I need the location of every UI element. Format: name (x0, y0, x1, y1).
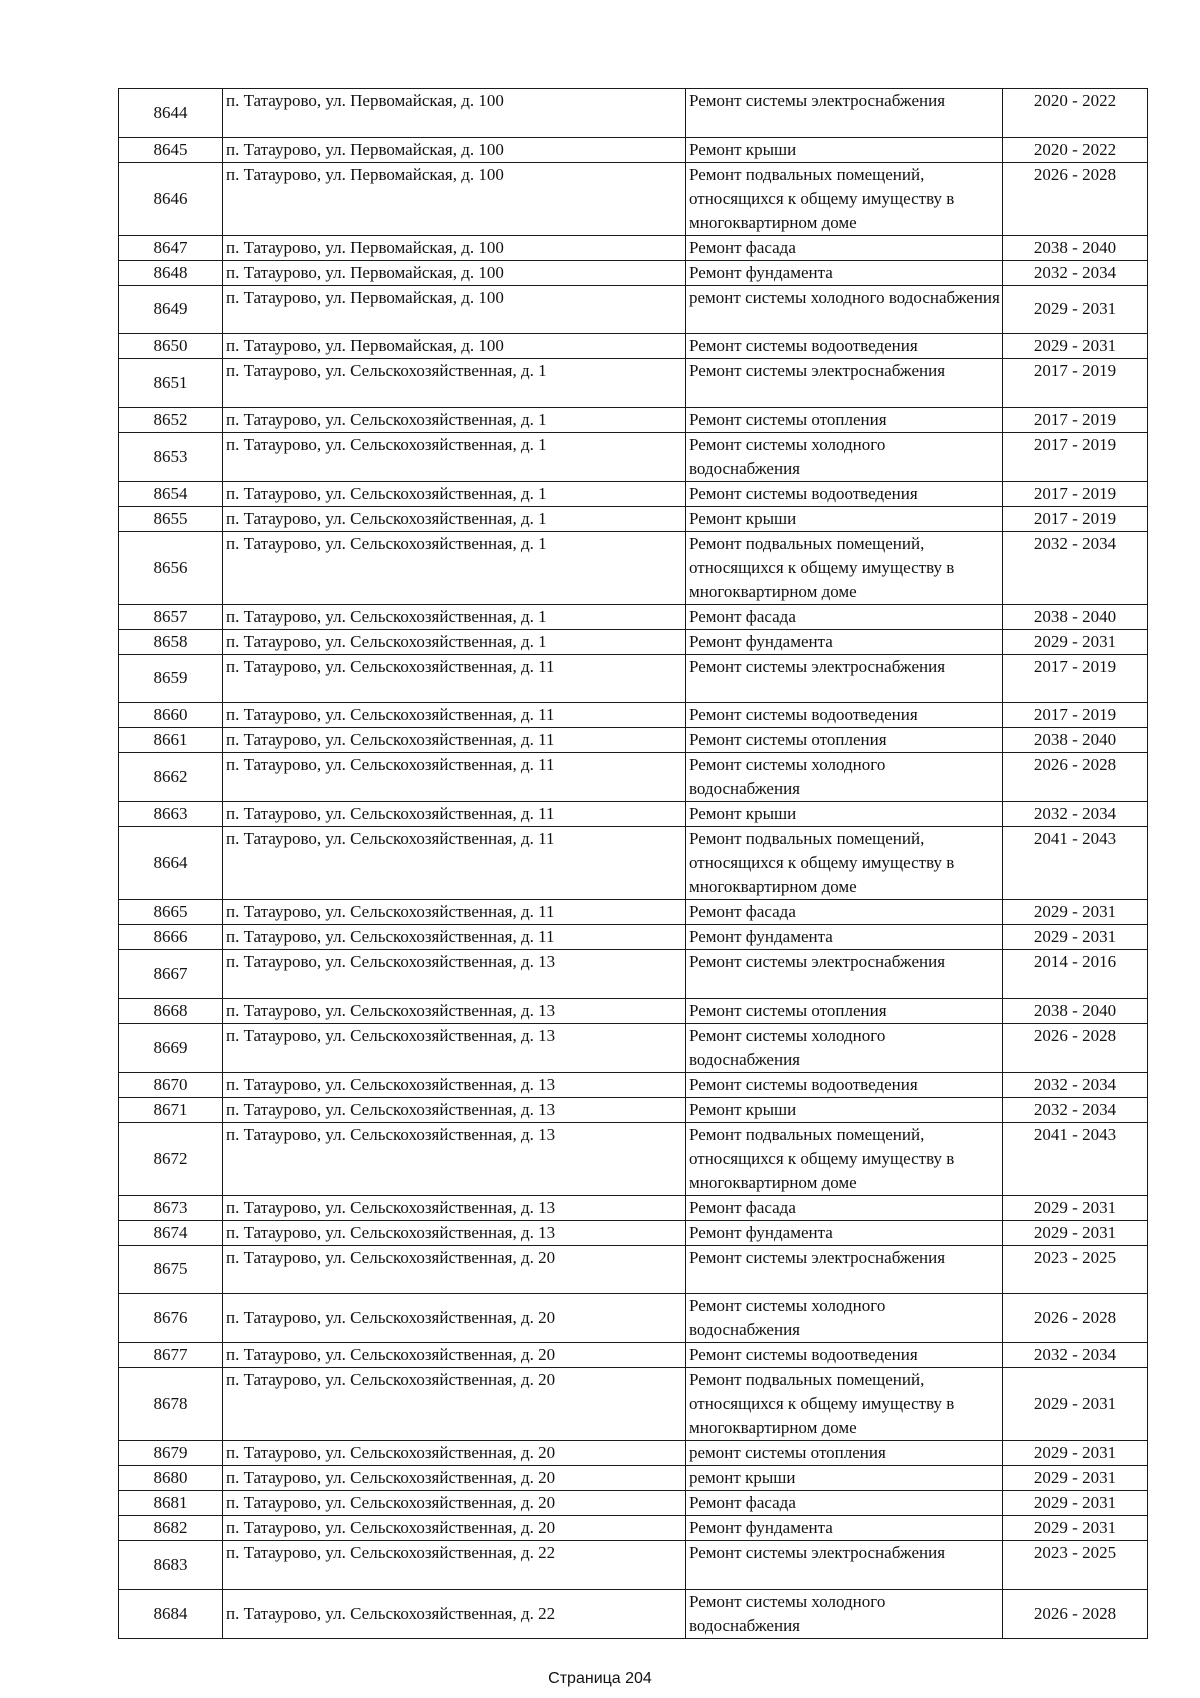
period-cell: 2020 - 2022 (1003, 89, 1148, 138)
row-number: 8678 (119, 1368, 223, 1441)
table-row (119, 1023, 1148, 1072)
work-type-cell: Ремонт системы водоотведения (686, 334, 1003, 359)
period-cell: 2029 - 2031 (1003, 1516, 1148, 1541)
period-cell: 2017 - 2019 (1003, 703, 1148, 728)
address-cell: п. Татаурово, ул. Сельскохозяйственная, д. 1 (223, 531, 686, 604)
period-cell: 2026 - 2028 (1003, 1589, 1148, 1638)
table-row (119, 1195, 1148, 1220)
work-type-cell: Ремонт подвальных помещений, относящихся к общему имуществу в многоквартирном доме (686, 1368, 1003, 1441)
period-cell: 2032 - 2034 (1003, 1072, 1148, 1097)
work-type-cell: Ремонт системы водоотведения (686, 1072, 1003, 1097)
address-cell: п. Татаурово, ул. Сельскохозяйственная, д. 20 (223, 1466, 686, 1491)
period-cell: 2026 - 2028 (1003, 753, 1148, 802)
row-number: 8656 (119, 531, 223, 604)
address-cell: п. Татаурово, ул. Сельскохозяйственная, д. 13 (223, 950, 686, 999)
row-number: 8667 (119, 950, 223, 999)
row-number: 8654 (119, 481, 223, 506)
row-number: 8680 (119, 1466, 223, 1491)
row-number: 8672 (119, 1122, 223, 1195)
table-row (119, 1220, 1148, 1245)
period-cell: 2029 - 2031 (1003, 1195, 1148, 1220)
period-cell: 2023 - 2025 (1003, 1245, 1148, 1294)
work-type-cell: Ремонт системы отопления (686, 998, 1003, 1023)
address-cell: п. Татаурово, ул. Сельскохозяйственная, д. 11 (223, 654, 686, 703)
address-cell: п. Татаурово, ул. Первомайская, д. 100 (223, 235, 686, 260)
work-type-cell: Ремонт фундамента (686, 1516, 1003, 1541)
row-number: 8679 (119, 1441, 223, 1466)
row-number: 8661 (119, 728, 223, 753)
table-row (119, 998, 1148, 1023)
row-number: 8651 (119, 359, 223, 408)
address-cell: п. Татаурово, ул. Первомайская, д. 100 (223, 162, 686, 235)
address-cell: п. Татаурово, ул. Сельскохозяйственная, д. 13 (223, 1122, 686, 1195)
address-cell: п. Татаурово, ул. Сельскохозяйственная, д. 13 (223, 1023, 686, 1072)
address-cell: п. Татаурово, ул. Сельскохозяйственная, д. 13 (223, 1097, 686, 1122)
row-number: 8652 (119, 407, 223, 432)
table-row (119, 359, 1148, 408)
row-number: 8645 (119, 137, 223, 162)
work-type-cell: Ремонт фундамента (686, 629, 1003, 654)
address-cell: п. Татаурово, ул. Сельскохозяйственная, д. 11 (223, 802, 686, 827)
period-cell: 2020 - 2022 (1003, 137, 1148, 162)
row-number: 8681 (119, 1491, 223, 1516)
work-type-cell: Ремонт системы холодного водоснабжения (686, 1294, 1003, 1343)
row-number: 8650 (119, 334, 223, 359)
address-cell: п. Татаурово, ул. Сельскохозяйственная, д. 11 (223, 925, 686, 950)
period-cell: 2041 - 2043 (1003, 1122, 1148, 1195)
period-cell: 2029 - 2031 (1003, 285, 1148, 334)
address-cell: п. Татаурово, ул. Сельскохозяйственная, д. 13 (223, 998, 686, 1023)
address-cell: п. Татаурово, ул. Первомайская, д. 100 (223, 89, 686, 138)
table-row (119, 728, 1148, 753)
table-row (119, 703, 1148, 728)
period-cell: 2017 - 2019 (1003, 432, 1148, 481)
period-cell: 2017 - 2019 (1003, 407, 1148, 432)
table-row (119, 1466, 1148, 1491)
period-cell: 2032 - 2034 (1003, 1343, 1148, 1368)
table-row (119, 285, 1148, 334)
table-body (119, 89, 1148, 1639)
address-cell: п. Татаурово, ул. Первомайская, д. 100 (223, 137, 686, 162)
row-number: 8684 (119, 1589, 223, 1638)
address-cell: п. Татаурово, ул. Сельскохозяйственная, д. 1 (223, 481, 686, 506)
row-number: 8659 (119, 654, 223, 703)
table-row (119, 827, 1148, 900)
period-cell: 2029 - 2031 (1003, 1441, 1148, 1466)
table-row (119, 481, 1148, 506)
table-row (119, 1541, 1148, 1590)
table-row (119, 162, 1148, 235)
table-row (119, 1368, 1148, 1441)
table-row (119, 1122, 1148, 1195)
period-cell: 2029 - 2031 (1003, 1368, 1148, 1441)
period-cell: 2023 - 2025 (1003, 1541, 1148, 1590)
address-cell: п. Татаурово, ул. Сельскохозяйственная, д. 1 (223, 359, 686, 408)
work-type-cell: Ремонт системы отопления (686, 728, 1003, 753)
period-cell: 2038 - 2040 (1003, 604, 1148, 629)
table-row (119, 1516, 1148, 1541)
work-type-cell: Ремонт подвальных помещений, относящихся к общему имуществу в многоквартирном доме (686, 531, 1003, 604)
table-row (119, 1441, 1148, 1466)
row-number: 8665 (119, 900, 223, 925)
work-type-cell: Ремонт фасада (686, 1195, 1003, 1220)
work-type-cell: Ремонт системы водоотведения (686, 481, 1003, 506)
row-number: 8663 (119, 802, 223, 827)
row-number: 8683 (119, 1541, 223, 1590)
table-row (119, 531, 1148, 604)
period-cell: 2029 - 2031 (1003, 1220, 1148, 1245)
address-cell: п. Татаурово, ул. Сельскохозяйственная, д. 13 (223, 1072, 686, 1097)
work-type-cell: Ремонт фасада (686, 1491, 1003, 1516)
address-cell: п. Татаурово, ул. Сельскохозяйственная, д. 1 (223, 506, 686, 531)
period-cell: 2032 - 2034 (1003, 802, 1148, 827)
table-row (119, 432, 1148, 481)
work-type-cell: Ремонт системы водоотведения (686, 703, 1003, 728)
period-cell: 2014 - 2016 (1003, 950, 1148, 999)
row-number: 8671 (119, 1097, 223, 1122)
period-cell: 2029 - 2031 (1003, 334, 1148, 359)
address-cell: п. Татаурово, ул. Сельскохозяйственная, д. 20 (223, 1294, 686, 1343)
address-cell: п. Татаурово, ул. Сельскохозяйственная, д. 1 (223, 432, 686, 481)
address-cell: п. Татаурово, ул. Сельскохозяйственная, д. 20 (223, 1368, 686, 1441)
page-number: Страница 204 (548, 1670, 652, 1687)
work-type-cell: Ремонт системы отопления (686, 407, 1003, 432)
period-cell: 2029 - 2031 (1003, 1491, 1148, 1516)
table-row (119, 137, 1148, 162)
work-type-cell: Ремонт системы электроснабжения (686, 950, 1003, 999)
work-type-cell: Ремонт фасада (686, 604, 1003, 629)
period-cell: 2017 - 2019 (1003, 359, 1148, 408)
row-number: 8655 (119, 506, 223, 531)
address-cell: п. Татаурово, ул. Сельскохозяйственная, д. 1 (223, 629, 686, 654)
table-row (119, 950, 1148, 999)
work-type-cell: ремонт крыши (686, 1466, 1003, 1491)
period-cell: 2017 - 2019 (1003, 506, 1148, 531)
address-cell: п. Татаурово, ул. Сельскохозяйственная, д. 1 (223, 604, 686, 629)
work-type-cell: Ремонт системы водоотведения (686, 1343, 1003, 1368)
period-cell: 2026 - 2028 (1003, 1294, 1148, 1343)
row-number: 8644 (119, 89, 223, 138)
work-type-cell: Ремонт фундамента (686, 260, 1003, 285)
period-cell: 2017 - 2019 (1003, 481, 1148, 506)
table-row (119, 1343, 1148, 1368)
address-cell: п. Татаурово, ул. Сельскохозяйственная, д. 20 (223, 1245, 686, 1294)
table-row (119, 753, 1148, 802)
work-type-cell: Ремонт подвальных помещений, относящихся к общему имуществу в многоквартирном доме (686, 1122, 1003, 1195)
table-row (119, 604, 1148, 629)
period-cell: 2032 - 2034 (1003, 531, 1148, 604)
table-row (119, 1097, 1148, 1122)
address-cell: п. Татаурово, ул. Сельскохозяйственная, д. 20 (223, 1516, 686, 1541)
table-row (119, 1294, 1148, 1343)
table-row (119, 1589, 1148, 1638)
address-cell: п. Татаурово, ул. Сельскохозяйственная, д. 22 (223, 1589, 686, 1638)
row-number: 8660 (119, 703, 223, 728)
row-number: 8657 (119, 604, 223, 629)
period-cell: 2038 - 2040 (1003, 998, 1148, 1023)
row-number: 8682 (119, 1516, 223, 1541)
work-type-cell: Ремонт системы холодного водоснабжения (686, 753, 1003, 802)
work-type-cell: Ремонт системы электроснабжения (686, 359, 1003, 408)
address-cell: п. Татаурово, ул. Сельскохозяйственная, д. 11 (223, 753, 686, 802)
row-number: 8649 (119, 285, 223, 334)
work-type-cell: Ремонт фундамента (686, 1220, 1003, 1245)
row-number: 8658 (119, 629, 223, 654)
table-row (119, 629, 1148, 654)
row-number: 8669 (119, 1023, 223, 1072)
address-cell: п. Татаурово, ул. Сельскохозяйственная, д. 22 (223, 1541, 686, 1590)
work-type-cell: Ремонт системы холодного водоснабжения (686, 1023, 1003, 1072)
work-type-cell: Ремонт системы холодного водоснабжения (686, 1589, 1003, 1638)
period-cell: 2029 - 2031 (1003, 629, 1148, 654)
work-type-cell: Ремонт системы холодного водоснабжения (686, 432, 1003, 481)
table-row (119, 900, 1148, 925)
work-type-cell: Ремонт крыши (686, 137, 1003, 162)
row-number: 8664 (119, 827, 223, 900)
table-row (119, 925, 1148, 950)
period-cell: 2017 - 2019 (1003, 654, 1148, 703)
table-row (119, 506, 1148, 531)
work-type-cell: Ремонт системы электроснабжения (686, 89, 1003, 138)
row-number: 8674 (119, 1220, 223, 1245)
address-cell: п. Татаурово, ул. Сельскохозяйственная, д. 20 (223, 1441, 686, 1466)
period-cell: 2038 - 2040 (1003, 235, 1148, 260)
table-row (119, 1072, 1148, 1097)
address-cell: п. Татаурово, ул. Сельскохозяйственная, д. 20 (223, 1491, 686, 1516)
address-cell: п. Татаурово, ул. Первомайская, д. 100 (223, 285, 686, 334)
work-type-cell: Ремонт фасада (686, 235, 1003, 260)
capital-repair-table (118, 88, 1148, 1639)
row-number: 8646 (119, 162, 223, 235)
table-row (119, 1491, 1148, 1516)
period-cell: 2038 - 2040 (1003, 728, 1148, 753)
row-number: 8677 (119, 1343, 223, 1368)
table-row (119, 235, 1148, 260)
table-row (119, 802, 1148, 827)
work-type-cell: ремонт системы холодного водоснабжения (686, 285, 1003, 334)
row-number: 8676 (119, 1294, 223, 1343)
address-cell: п. Татаурово, ул. Сельскохозяйственная, д. 20 (223, 1343, 686, 1368)
row-number: 8673 (119, 1195, 223, 1220)
address-cell: п. Татаурово, ул. Сельскохозяйственная, д. 11 (223, 900, 686, 925)
row-number: 8662 (119, 753, 223, 802)
row-number: 8675 (119, 1245, 223, 1294)
address-cell: п. Татаурово, ул. Сельскохозяйственная, д. 11 (223, 728, 686, 753)
work-type-cell: Ремонт системы электроснабжения (686, 1541, 1003, 1590)
table-row (119, 407, 1148, 432)
work-type-cell: Ремонт крыши (686, 506, 1003, 531)
work-type-cell: Ремонт системы электроснабжения (686, 654, 1003, 703)
work-type-cell: ремонт системы отопления (686, 1441, 1003, 1466)
period-cell: 2032 - 2034 (1003, 260, 1148, 285)
row-number: 8670 (119, 1072, 223, 1097)
address-cell: п. Татаурово, ул. Сельскохозяйственная, д. 13 (223, 1220, 686, 1245)
table-row (119, 334, 1148, 359)
address-cell: п. Татаурово, ул. Первомайская, д. 100 (223, 334, 686, 359)
table-row (119, 1245, 1148, 1294)
work-type-cell: Ремонт крыши (686, 802, 1003, 827)
work-type-cell: Ремонт крыши (686, 1097, 1003, 1122)
period-cell: 2029 - 2031 (1003, 925, 1148, 950)
address-cell: п. Татаурово, ул. Сельскохозяйственная, д. 11 (223, 827, 686, 900)
address-cell: п. Татаурово, ул. Сельскохозяйственная, д. 11 (223, 703, 686, 728)
work-type-cell: Ремонт подвальных помещений, относящихся к общему имуществу в многоквартирном доме (686, 827, 1003, 900)
row-number: 8668 (119, 998, 223, 1023)
period-cell: 2026 - 2028 (1003, 162, 1148, 235)
table-row (119, 654, 1148, 703)
work-type-cell: Ремонт фундамента (686, 925, 1003, 950)
table-row (119, 260, 1148, 285)
work-type-cell: Ремонт фасада (686, 900, 1003, 925)
period-cell: 2041 - 2043 (1003, 827, 1148, 900)
work-type-cell: Ремонт подвальных помещений, относящихся к общему имуществу в многоквартирном доме (686, 162, 1003, 235)
table-row (119, 89, 1148, 138)
period-cell: 2029 - 2031 (1003, 1466, 1148, 1491)
period-cell: 2026 - 2028 (1003, 1023, 1148, 1072)
address-cell: п. Татаурово, ул. Первомайская, д. 100 (223, 260, 686, 285)
period-cell: 2029 - 2031 (1003, 900, 1148, 925)
address-cell: п. Татаурово, ул. Сельскохозяйственная, д. 1 (223, 407, 686, 432)
address-cell: п. Татаурово, ул. Сельскохозяйственная, д. 13 (223, 1195, 686, 1220)
row-number: 8666 (119, 925, 223, 950)
row-number: 8653 (119, 432, 223, 481)
work-type-cell: Ремонт системы электроснабжения (686, 1245, 1003, 1294)
row-number: 8647 (119, 235, 223, 260)
period-cell: 2032 - 2034 (1003, 1097, 1148, 1122)
row-number: 8648 (119, 260, 223, 285)
